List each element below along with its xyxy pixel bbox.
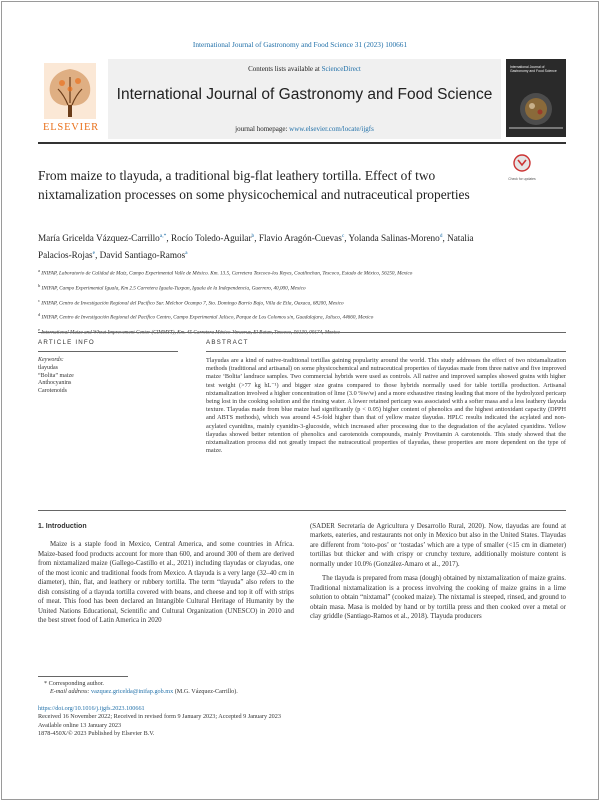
doi-link[interactable]: https://doi.org/10.1016/j.ijgfs.2023.100661 (38, 705, 145, 712)
author-name[interactable]: Yolanda Salinas-Moreno (348, 233, 440, 244)
cover-food-icon (506, 59, 566, 137)
cover-title: International Journal of Gastronomy and Food Science (510, 65, 557, 74)
homepage-line (108, 125, 501, 133)
email-link[interactable]: vazquez.gricelda@inifap.gob.mx (91, 688, 174, 696)
intro-paragraph-3: The tlayuda is prepared from masa (dough) obtained by nixtamalization of maize grains. Traditional nixtamalization is a process involving the cooking of maize grains in a lime solution to obtain “nixtamal” (cooked maize). The nixtamal is steeped, rinsed, and ground to obtain masa. Masa is molded by hand or by tortilla press and then cooked over a metal or clay griddle (Santiago-Ramos et al., 2018). Tlayuda producers (310, 575, 566, 621)
intro-paragraph-1: Maize is a staple food in Mexico, Central America, and some countries in Africa. Maize-based food products account for more than 600, and around 300 of them are derived from nixtamalized maize (Gallego-Castillo et al., 2021) including tlayudas or clayudas, one of the most iconic and traditional foods from Mexico. A tlayuda is a very large (32–40 cm in diameter), thin, flat, and leathery or rubbery tortilla. The term “tlayuda” also refers to the dish consisting of a tlayuda tortilla covered with beans, and cheese and top it off with strips of meat. This food has been declared an Intangible Cultural Heritage of Humanity by the United Nations Educational, Scientific and Cultural Organization (UNESCO) in 2010 and the best street food of Latin America in 2020 (38, 541, 294, 625)
footnote-rule (38, 676, 128, 677)
keywords-rule (38, 351, 178, 352)
keywords-label: Keywords: (38, 357, 64, 363)
author-affiliation-marker[interactable]: d (439, 233, 443, 239)
journal-header (38, 59, 566, 139)
keywords-list (38, 365, 178, 396)
body-left-column (38, 522, 294, 626)
author-affiliation-marker[interactable]: a (185, 250, 188, 257)
affiliation-text: INIFAP, Centro de Investigación Regional del Pacífico Centro, Campo Experimental Jalisco, Parque de Los Colomos s/n, Guadalajara, Jalisco, 44660, Mexico (40, 315, 374, 322)
author-name[interactable]: Rocío Toledo-Aguilar (170, 233, 252, 244)
introduction-heading: 1. Introduction (38, 523, 87, 530)
affiliation-marker: d (38, 312, 41, 318)
email-suffix: (M.G. Vázquez-Carrillo). (173, 688, 238, 696)
check-updates-label: Check for updates (508, 177, 536, 181)
affiliation-marker: a (38, 268, 40, 273)
affiliation-text: International Maize and Wheat Improvement Center (CIMMYT), Km. 45 Carretera México-Veracruz, El Batan, Texcoco, 56130, 00174, Mexico (40, 330, 340, 337)
keyword-item: tlayudas (38, 364, 58, 371)
journal-title: International Journal of Gastronomy and Food Science (116, 86, 493, 103)
keyword-item: Anthocyanins (38, 380, 72, 387)
author-separator: , (344, 233, 349, 244)
body-right-column (310, 522, 566, 622)
journal-info-box (108, 59, 501, 139)
affiliation-marker: e (38, 327, 40, 333)
article-info-heading: ARTICLE INFO (38, 339, 95, 346)
affiliation-item (38, 295, 566, 310)
elsevier-logo[interactable] (38, 59, 104, 137)
author-separator: , (442, 233, 448, 244)
author-name[interactable]: Flavio Aragón-Cuevas (258, 233, 342, 244)
abstract-rule (206, 351, 566, 352)
author-affiliation-marker[interactable]: e (92, 250, 96, 257)
affiliation-list (38, 265, 566, 339)
check-for-updates-badge[interactable] (508, 154, 536, 180)
header-rule (38, 142, 566, 144)
abstract-bottom-rule (38, 510, 566, 511)
elsevier-wordmark: ELSEVIER (43, 122, 99, 133)
available-online: Available online 13 January 2023 (38, 721, 122, 729)
keywords-block (38, 357, 178, 396)
homepage-link[interactable]: www.elsevier.com/locate/ijgfs (289, 125, 374, 133)
contents-line (108, 65, 501, 73)
author-separator: , (254, 233, 259, 244)
author-name[interactable]: Natalia Palacios-Rojas (38, 233, 474, 261)
running-head[interactable]: International Journal of Gastronomy and Food Science 31 (2023) 100661 (192, 40, 408, 49)
affiliation-text: INIFAP, Centro de Investigación Regional del Pacífico Sur. Melchor Ocampo 7, Sto. Domingo Barrio Bajo, Villa de Etla, Oaxaca, 68200, Mexico (40, 300, 344, 307)
author-affiliation-marker[interactable]: b (251, 233, 255, 239)
sciencedirect-link[interactable]: ScienceDirect (321, 65, 361, 73)
author-name[interactable]: David Santiago-Ramos (99, 250, 186, 261)
affiliation-marker: b (38, 282, 41, 288)
received-dates: Received 16 November 2022; Received in revised form 9 January 2023; Accepted 9 January 2023 (38, 713, 281, 721)
homepage-prefix: journal homepage: (235, 125, 290, 133)
email-line (38, 688, 566, 696)
author-affiliation-marker[interactable]: a,* (159, 233, 167, 239)
abstract-heading: ABSTRACT (206, 339, 249, 346)
affiliation-item (38, 280, 566, 295)
abstract-text: Tlayudas are a kind of native-traditional tortillas gaining popularity around the world. This study addresses the effect of two nixtamalization methods (traditional and artisanal) on some physicochemical and nutraceutical properties of tlayudas made from three native and five improved maize ‘Bolita’ landrace samples. Two commercial hybrids were used as controls. All native and improved samples showed grains with higher test weight (>77 kg hL⁻¹) and bigger size grains compared to those hybrids normally used for table tortilla production. Artisanal nixtamalization involved a higher concentration of lime (3.0 %w/w) and a more exhaustive rinsing leading that more of the hydrolyzed pericarp being lost in the cooking solution and the rinsing water. A lower retained pericarp was associated with a softer masa and a less leathery tlayuda texture. Tlayudas made from blue maize had significantly (p < 0.05) higher content of phenolics and the highest antioxidant capacity (DPPH and ABTS methods), which was around 4.5-fold higher than that of yellow maize tlayudas. HPLC results indicated the acylated and non-acylated cyanidins, mainly cyanidin-3-glucoside, which increased after processing due to the degradation of the acylated cyanidins. Yellow tlayudas showed better retention of phenolics and carotenoids compounds, mainly Provitamin A carotenoids. This study showed that the nixtamalization process did not greatly impact the nutraceutical properties of tlayudas, these properties are more dependent on the type of maize. (206, 357, 566, 455)
copyright-line: 1878-450X/© 2023 Published by Elsevier B.V. (38, 729, 155, 737)
email-label: E-mail address: (50, 688, 92, 696)
journal-cover-image[interactable] (506, 59, 566, 137)
affiliation-marker: c (38, 297, 40, 303)
footnotes (38, 680, 566, 697)
affiliation-text: INIFAP, Campo Experimental Iguala, Km 2.5 Carretera Iguala-Tuxpan, Iguala de la Independencia, Guerrero, 40,000, Mexico (40, 285, 306, 292)
author-list (38, 229, 478, 263)
affiliation-item (38, 309, 566, 324)
author-separator: , (166, 233, 171, 244)
affiliation-text: INIFAP, Laboratorio de Calidad de Maíz, Campo Experimental Valle de México. Km. 13.5, Carretera Texcoco-los Reyes, Coatlinchan, Texcoco, Estado de México, 56250, Mexico (40, 270, 413, 277)
article-title: From maize to tlayuda, a traditional big-flat leathery tortilla. Effect of two nixtamalization processes on some physicochemical and nutraceutical properties (38, 168, 470, 202)
check-updates-icon (508, 154, 536, 172)
corresponding-author-note: * Corresponding author. (44, 680, 104, 687)
author-name[interactable]: María Gricelda Vázquez-Carrillo (38, 233, 160, 244)
contents-prefix: Contents lists available at (248, 65, 322, 73)
info-rule (38, 332, 566, 333)
intro-paragraph-2: (SADER Secretaría de Agricultura y Desarrollo Rural, 2020). Now, tlayudas are found at markets, eateries, and restaurants not only in Mexico but also in the United States. Tlayudas are different from ‘toto-pos’ or ‘tostadas’ which are a type of smaller (<15 cm in diameter) tortillas but thicker and with crispy or crunchy texture, additionally moisture content is normally under 10.0% (González-Amaro et al., 2017). (310, 523, 566, 568)
page-frame (1, 1, 599, 800)
author-affiliation-marker[interactable]: c (341, 233, 345, 239)
keyword-item: “Bolita” maize (38, 372, 74, 379)
keyword-item: Carotenoids (38, 388, 67, 395)
author-separator: , (95, 250, 100, 261)
publication-info (38, 705, 566, 738)
affiliation-item (38, 265, 566, 280)
